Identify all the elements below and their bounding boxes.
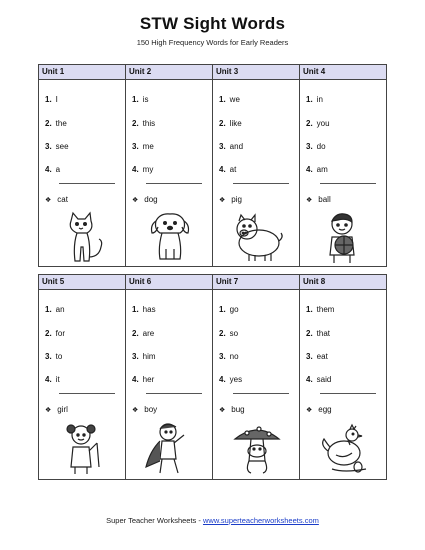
unit-header: Unit 7 — [213, 275, 299, 290]
dog-icon — [140, 211, 200, 265]
bonus-word: ❖ ball — [306, 195, 331, 204]
word-item: 4. at — [219, 165, 237, 174]
diamond-bullet-icon: ❖ — [45, 407, 52, 414]
divider-line — [233, 393, 289, 394]
page-subtitle: 150 High Frequency Words for Early Readers — [136, 38, 289, 47]
unit-header: Unit 4 — [300, 65, 386, 80]
diamond-bullet-icon: ❖ — [219, 407, 226, 414]
word-item: 2. for — [45, 329, 66, 338]
unit-card — [212, 65, 299, 266]
unit-card — [125, 275, 212, 479]
word-item: 1. them — [306, 305, 335, 314]
word-item: 3. see — [45, 142, 69, 151]
word-item: 4. said — [306, 375, 332, 384]
diamond-bullet-icon: ❖ — [132, 407, 139, 414]
unit-header: Unit 6 — [126, 275, 212, 290]
divider-line — [320, 183, 376, 184]
unit-card — [299, 275, 386, 479]
unit-header: Unit 8 — [300, 275, 386, 290]
unit-card — [39, 65, 125, 266]
divider-line — [59, 183, 115, 184]
bonus-word: ❖ boy — [132, 405, 158, 414]
word-item: 4. a — [45, 165, 61, 174]
word-item: 1. in — [306, 95, 323, 104]
hen-egg-icon — [314, 421, 374, 475]
word-item: 2. you — [306, 119, 330, 128]
unit-card — [39, 275, 125, 479]
word-item: 1. an — [45, 305, 65, 314]
unit-header: Unit 3 — [213, 65, 299, 80]
unit-card — [299, 65, 386, 266]
word-item: 4. my — [132, 165, 154, 174]
word-item: 3. eat — [306, 352, 328, 361]
boy-ball-icon — [314, 211, 374, 265]
diamond-bullet-icon: ❖ — [132, 197, 139, 204]
word-item: 1. I — [45, 95, 58, 104]
divider-line — [233, 183, 289, 184]
units-table-top — [38, 64, 387, 267]
word-item: 2. that — [306, 329, 331, 338]
girl-icon — [53, 421, 113, 475]
diamond-bullet-icon: ❖ — [45, 197, 52, 204]
word-item: 3. do — [306, 142, 326, 151]
diamond-bullet-icon: ❖ — [306, 407, 313, 414]
boy-cape-icon — [140, 421, 200, 475]
divider-line — [146, 393, 202, 394]
bonus-word: ❖ cat — [45, 195, 68, 204]
bonus-word: ❖ egg — [306, 405, 332, 414]
word-item: 4. am — [306, 165, 328, 174]
unit-card — [125, 65, 212, 266]
word-item: 1. has — [132, 305, 156, 314]
bonus-word: ❖ bug — [219, 405, 245, 414]
word-item: 3. me — [132, 142, 154, 151]
word-item: 1. we — [219, 95, 240, 104]
bug-icon — [227, 421, 287, 475]
unit-header: Unit 1 — [39, 65, 125, 80]
word-item: 4. yes — [219, 375, 243, 384]
word-item: 3. to — [45, 352, 63, 361]
unit-card — [212, 275, 299, 479]
word-item: 2. like — [219, 119, 242, 128]
bonus-word: ❖ girl — [45, 405, 68, 414]
footer-link[interactable]: www.superteacherworksheets.com — [202, 516, 319, 525]
word-item: 2. this — [132, 119, 156, 128]
page-title: STW Sight Words — [139, 14, 286, 33]
unit-header: Unit 2 — [126, 65, 212, 80]
unit-header: Unit 5 — [39, 275, 125, 290]
word-item: 2. are — [132, 329, 155, 338]
footer-label: Super Teacher Worksheets - — [106, 516, 203, 525]
word-item: 1. is — [132, 95, 149, 104]
word-item: 2. the — [45, 119, 67, 128]
word-item: 3. him — [132, 352, 156, 361]
word-item: 3. no — [219, 352, 239, 361]
word-item: 3. and — [219, 142, 244, 151]
cat-icon — [53, 211, 113, 265]
bonus-word: ❖ dog — [132, 195, 158, 204]
divider-line — [59, 393, 115, 394]
diamond-bullet-icon: ❖ — [306, 197, 313, 204]
page-footer — [0, 516, 425, 525]
word-item: 1. go — [219, 305, 239, 314]
divider-line — [146, 183, 202, 184]
word-item: 4. her — [132, 375, 155, 384]
pig-icon — [227, 211, 287, 265]
divider-line — [320, 393, 376, 394]
word-item: 4. it — [45, 375, 60, 384]
bonus-word: ❖ pig — [219, 195, 242, 204]
word-item: 2. so — [219, 329, 239, 338]
units-table-bottom — [38, 274, 387, 480]
diamond-bullet-icon: ❖ — [219, 197, 226, 204]
